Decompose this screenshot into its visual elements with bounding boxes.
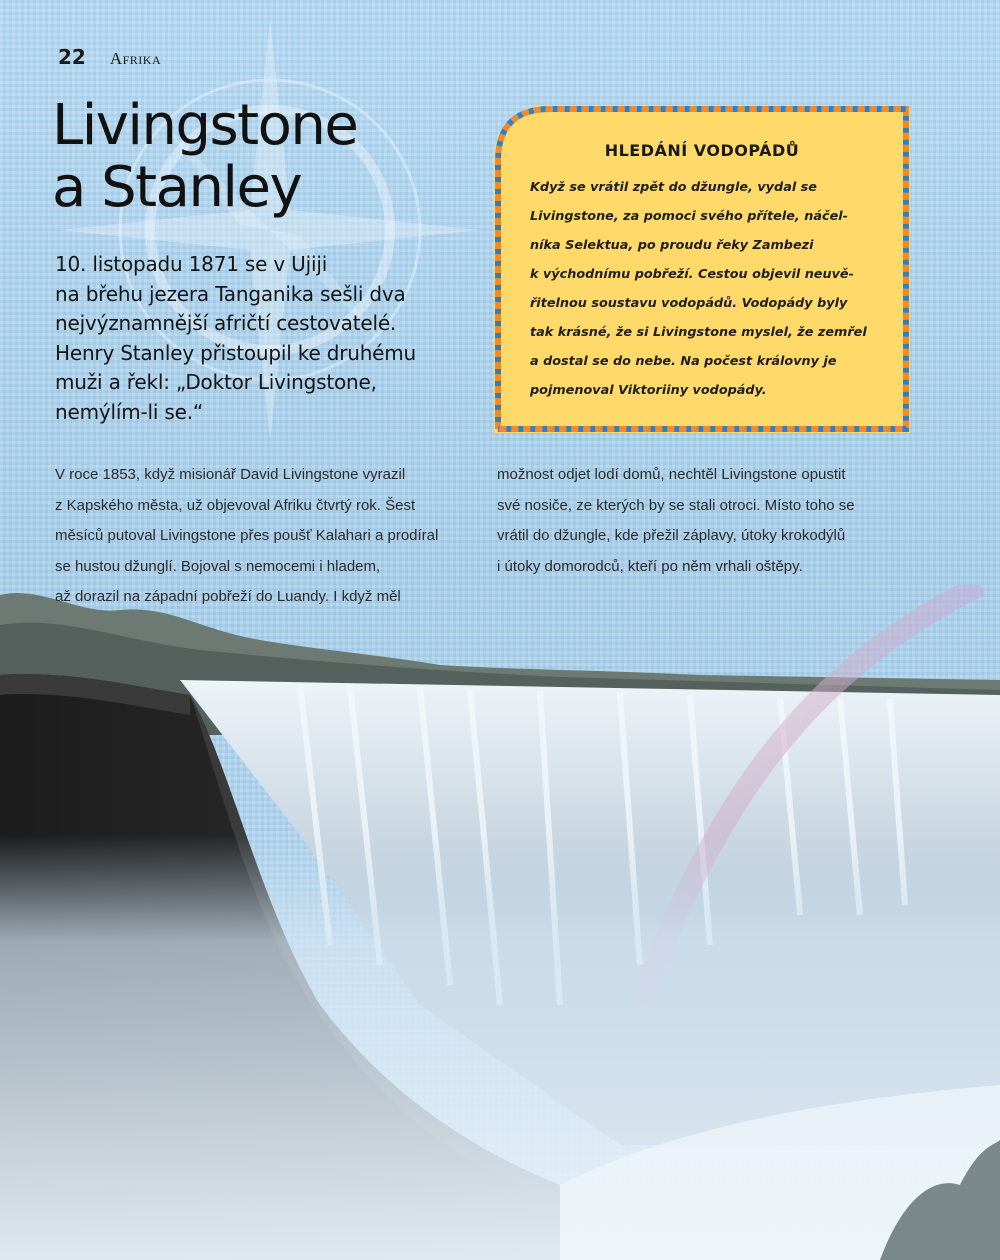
body-line: až dorazil na západní pobřeží do Luandy. I když měl xyxy=(55,588,401,605)
body-line: se hustou džunglí. Bojoval s nemocemi i hladem, xyxy=(55,557,381,575)
sidebar-line: a dostal se do nebe. Na počest královny je xyxy=(530,354,837,369)
title-line-2: a Stanley xyxy=(52,155,302,220)
title-line-1: Livingstone xyxy=(52,93,358,158)
lead-line: nejvýznamnější afričtí cestovatelé. xyxy=(55,311,397,335)
page-number: 22 xyxy=(58,45,86,69)
section-name: Afrika xyxy=(109,49,162,68)
sidebar-box xyxy=(494,105,910,433)
lead-line: 10. listopadu 1871 se v Ujiji xyxy=(55,252,328,276)
body-line: V roce 1853, když misionář David Livingstone vyrazil xyxy=(55,466,406,483)
body-line: možnost odjet lodí domů, nechtěl Livingstone opustit xyxy=(497,466,846,483)
body-line: i útoky domorodců, kteří po něm vrhali oštěpy. xyxy=(497,557,803,575)
sidebar-line: pojmenoval Viktoriiny vodopády. xyxy=(530,383,767,398)
sidebar-text xyxy=(530,173,890,405)
sidebar-line: níka Selektua, po proudu řeky Zambezi xyxy=(530,238,814,253)
victoria-falls-photo xyxy=(0,585,1000,1260)
body-column-2 xyxy=(497,460,917,582)
sidebar-line: Livingstone, za pomoci svého přítele, náčel- xyxy=(530,209,848,224)
body-line: vrátil do džungle, kde přežil záplavy, útoky krokodýlů xyxy=(497,527,846,544)
lead-line: nemýlím-li se.“ xyxy=(55,399,204,424)
body-line: měsíců putoval Livingstone přes poušť Kalahari a prodíral xyxy=(55,527,439,544)
page-header xyxy=(58,45,161,69)
sidebar-title: HLEDÁNÍ VODOPÁDŮ xyxy=(604,141,800,160)
sidebar-line: řitelnou soustavu vodopádů. Vodopády byly xyxy=(530,296,848,311)
sidebar-line: k východnímu pobřeží. Cestou objevil neuvě- xyxy=(530,267,854,282)
sidebar-line: tak krásné, že si Livingstone myslel, že zemřel xyxy=(530,325,867,340)
lead-line: Henry Stanley přistoupil ke druhému xyxy=(55,340,417,365)
lead-line: na břehu jezera Tanganika sešli dva xyxy=(55,281,406,306)
body-line: z Kapského města, už objevoval Afriku čtvrtý rok. Šest xyxy=(55,496,416,514)
sidebar-line: Když se vrátil zpět do džungle, vydal se xyxy=(530,180,817,195)
body-line: své nosiče, ze kterých by se stali otroci. Místo toho se xyxy=(497,496,855,514)
body-column-1 xyxy=(55,460,475,613)
lead-paragraph xyxy=(55,250,485,427)
page-title xyxy=(52,95,472,219)
lead-line: muži a řekl: „Doktor Livingstone, xyxy=(55,370,377,394)
